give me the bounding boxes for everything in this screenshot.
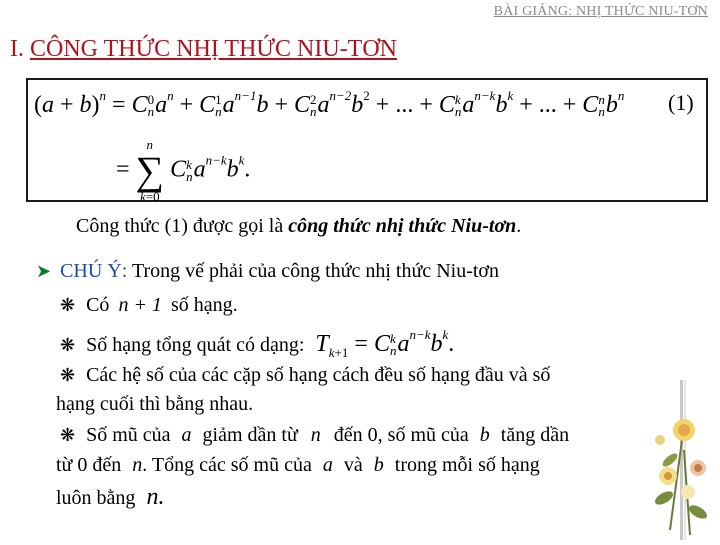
note-item-4-line2	[56, 454, 540, 477]
binomial-expansion-line1: $(a + b)^n = C$ 0 n $a^n + C$ 1 n $a^{n-1}b + C$ 2 n $a^{n-2}b^2$ + ... + C k n $a^{n-k}b^k$ + ... + C n n $b^n$	[34, 88, 625, 120]
snowflake-bullet-icon: ❋	[60, 335, 76, 355]
note-item-2	[60, 327, 454, 361]
arrow-right-icon: ➤	[36, 261, 52, 281]
note-item-3-line1	[60, 364, 550, 387]
binomial-expansion-line2: = n ∑ k=0 C k n $a^{n-k}b^k$.	[116, 137, 251, 204]
lesson-header: BÀI GIẢNG: NHỊ THỨC NIU-TƠN	[493, 4, 708, 19]
item4-l3-part1: luôn bằng	[56, 487, 136, 509]
section-title	[10, 36, 397, 63]
note-heading	[36, 260, 499, 283]
item1-suffix: số hạng.	[170, 294, 238, 316]
item4-part1: Số mũ của	[86, 424, 171, 446]
item4-var-b: b	[479, 424, 490, 446]
formula-period: .	[244, 156, 251, 183]
item4-l3-var-n: n.	[146, 484, 165, 510]
item4-var-a: a	[181, 424, 192, 446]
flower-bouquet-icon	[640, 380, 720, 540]
note-intro: Trong vế phải của công thức nhị thức Niu-tơn	[131, 260, 499, 282]
item4-l2-var-a: a	[322, 454, 333, 476]
item4-l2-part1: từ 0 đến	[56, 454, 122, 476]
item1-math: n + 1	[118, 294, 162, 316]
item4-l2-var-b: b	[373, 454, 384, 476]
item4-part3: đến 0, số mũ của	[333, 424, 469, 446]
item2-prefix: Số hạng tổng quát có dạng:	[86, 334, 305, 356]
note-label: CHÚ Ý:	[60, 260, 128, 282]
item3-line1: Các hệ số của các cặp số hạng cách đều số hạng đầu và số	[86, 364, 551, 386]
section-title-text: CÔNG THỨC NHỊ THỨC NIU-TƠN	[30, 36, 398, 62]
note-item-4-line1	[60, 424, 569, 447]
caption-emphasis: công thức nhị thức Niu-tơn	[288, 215, 517, 237]
item4-l2-part4: trong mỗi số hạng	[394, 454, 540, 476]
item1-prefix: Có	[86, 294, 110, 316]
formula-caption	[76, 215, 521, 238]
item4-l2-var-n: n	[132, 454, 143, 476]
item4-l2-part2: . Tổng các số mũ của	[142, 454, 312, 476]
snowflake-bullet-icon: ❋	[60, 365, 76, 385]
snowflake-bullet-icon: ❋	[60, 295, 76, 315]
item4-part2: giảm dần từ	[202, 424, 298, 446]
snowflake-bullet-icon: ❋	[60, 425, 76, 445]
note-item-3-line2: hạng cuối thì bằng nhau.	[56, 393, 254, 415]
section-roman: I.	[10, 36, 24, 62]
note-item-1	[60, 294, 238, 317]
caption-prefix: Công thức (1) được gọi là	[76, 215, 289, 237]
equation-number: (1)	[668, 90, 694, 115]
general-term-formula: $T_{k+1} = C$ k n $a^{n-k}b^k$.	[315, 327, 455, 360]
sigma-symbol: n ∑ k=0	[135, 137, 165, 204]
item4-var-n: n	[310, 424, 321, 446]
item4-l2-part3: và	[343, 454, 363, 476]
item4-part4: tăng dần	[500, 424, 570, 446]
note-item-4-line3	[56, 484, 164, 511]
caption-suffix: .	[516, 215, 522, 237]
